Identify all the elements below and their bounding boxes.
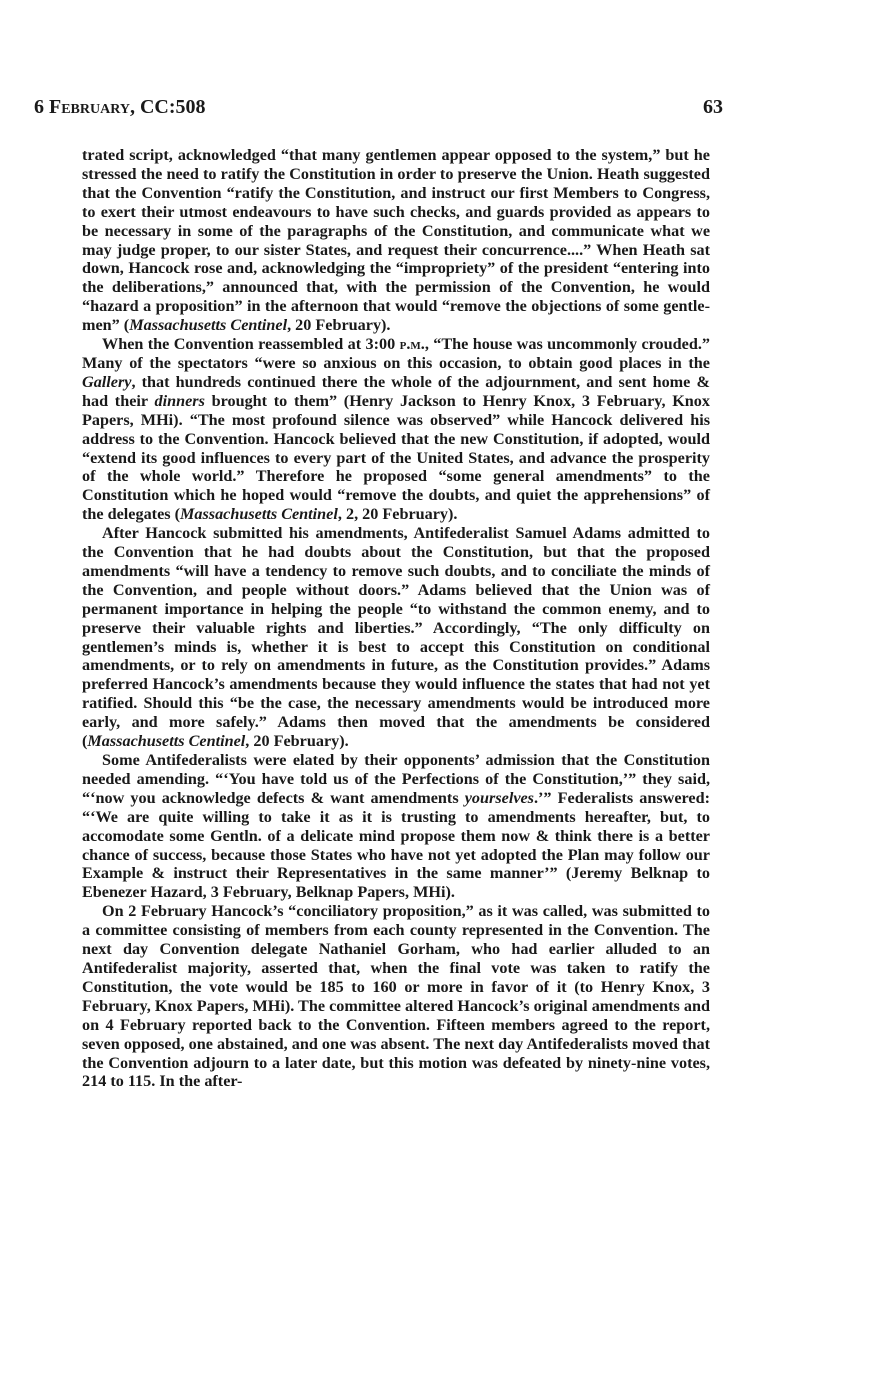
date-month: February <box>49 96 130 118</box>
text-run: dinners <box>154 391 205 410</box>
text-run: , 2, 20 February). <box>337 505 458 524</box>
text-run: Gallery <box>82 372 132 391</box>
text-run: , “The house was uncommonly crouded.” Many of the spectators “were so anxious on this occasion, to obtain good places in the <box>82 335 710 372</box>
text-run: brought to them” (Henry Jackson to Henry Knox, 3 February, Knox Papers, MHi). “The most profound silence was observed” while Hancock delivered his address to the Convention. Hancock believed that the new Constitution, if adopted, would “extend its good influences to every part of the United States, and advance the prosperity of the whole world.” Therefore he proposed “some general amendments” to the Constitution which he hoped would “remove the doubts, and quiet the apprehensions” of the delegates ( <box>82 391 710 524</box>
text-run: .’” Federalists answered: “‘We are quite willing to take it as it is trusting to amendments hereafter, but, to accomodate some Gentln. of a delicate mind propose them now & think there is a better chance of success, because those States who have not yet adopted the Plan may follow our Example & instruct their Representatives in the same manner’” (Jeremy Belknap to Ebenezer Hazard, 3 February, Belknap Papers, MHi). <box>82 788 711 902</box>
running-head-title <box>34 96 206 119</box>
text-run: , 20 February). <box>287 316 391 335</box>
text-run: trated script, acknowledged “that many gentlemen appear opposed to the system,” but he stressed the need to ratify the Constitution in order to preserve the Union. Heath suggested that the Convention “ratify the Constitution, and instruct our first Members to Congress, to exert their utmost endeavours to have such checks, and guards provided as appears to be necessary in some of the paragraphs of the Constitution, and communicate what we may judge proper, to our sister States, and request their concurrence....” When Heath sat down, Hancock rose and, acknowledging the “impropriety” of the president “entering into the deliberations,” announced that, with the permission of the Convention, he would “hazard a proposition” in the afternoon that would “remove the objections of some gentlemen” ( <box>82 146 710 335</box>
text-run: Massachusetts Centinel <box>87 732 246 751</box>
text-run: Massachusetts Centinel <box>129 316 288 335</box>
body-text <box>82 146 710 1091</box>
text-run: When the Convention reassembled at 3:00 <box>102 335 400 354</box>
paragraph-1 <box>82 146 710 335</box>
date-day: 6 <box>34 96 44 118</box>
paragraph-3 <box>82 524 710 751</box>
page-number: 63 <box>703 96 723 118</box>
paragraph-5 <box>82 902 710 1091</box>
running-head <box>34 96 723 119</box>
text-run: , that hundreds continued there the whole of the adjournment, and sent home & had their <box>82 372 710 410</box>
text-run: After Hancock submitted his amendments, Antifederalist Samuel Adams admitted to the Convention that he had doubts about the Constitution, but that the proposed amendments “will have a tendency to remove such doubts, and to conciliate the minds of the Convention, and people without doors.” Adams believed that the Union was of permanent importance in helping the people “to withstand the common enemy, and to preserve their valuable rights and liberties.” Accordingly, “The only difficulty on gentlemen’s minds is, whether it is best to accept this Constitution on conditional amendments, or to rely on amendments in future, as the Constitution provides.” Adams preferred Hancock’s amendments because they would influence the states that had not yet ratified. Should this “be the case, the necessary amendments would be introduced more early, and more safely.” Adams then moved that the amendments be considered ( <box>82 524 710 751</box>
paragraph-4 <box>82 751 710 902</box>
text-run: yourselves <box>464 788 534 807</box>
paragraph-2 <box>82 335 710 524</box>
text-run: p.m. <box>399 335 425 354</box>
text-run: , 20 February). <box>245 732 349 751</box>
text-run: Massachusetts Centinel <box>180 505 338 524</box>
document-reference: , CC:508 <box>129 96 206 118</box>
text-run: On 2 February Hancock’s “conciliatory proposition,” as it was called, was submitted to a committee consisting of members from each county represented in the Convention. The next day Convention delegate Nathaniel Gorham, who had earlier alluded to an Antifederalist majority, asserted that, when the final vote was taken to ratify the Constitution, the vote would be 185 to 160 or more in favor of it (to Henry Knox, 3 February, Knox Papers, MHi). The committee altered Hancock’s original amendments and on 4 February reported back to the Convention. Fifteen members agreed to the report, seven opposed, one abstained, and one was absent. The next day Antifederalists moved that the Convention adjourn to a later date, but this motion was defeated by ninety-nine votes, 214 to 115. In the after- <box>82 902 710 1091</box>
text-run: Some Antifederalists were elated by their opponents’ admission that the Constitution needed amending. “‘You have told us of the Perfections of the Constitution,’” they said, “‘now you acknowledge defects & want amendments <box>82 751 710 807</box>
